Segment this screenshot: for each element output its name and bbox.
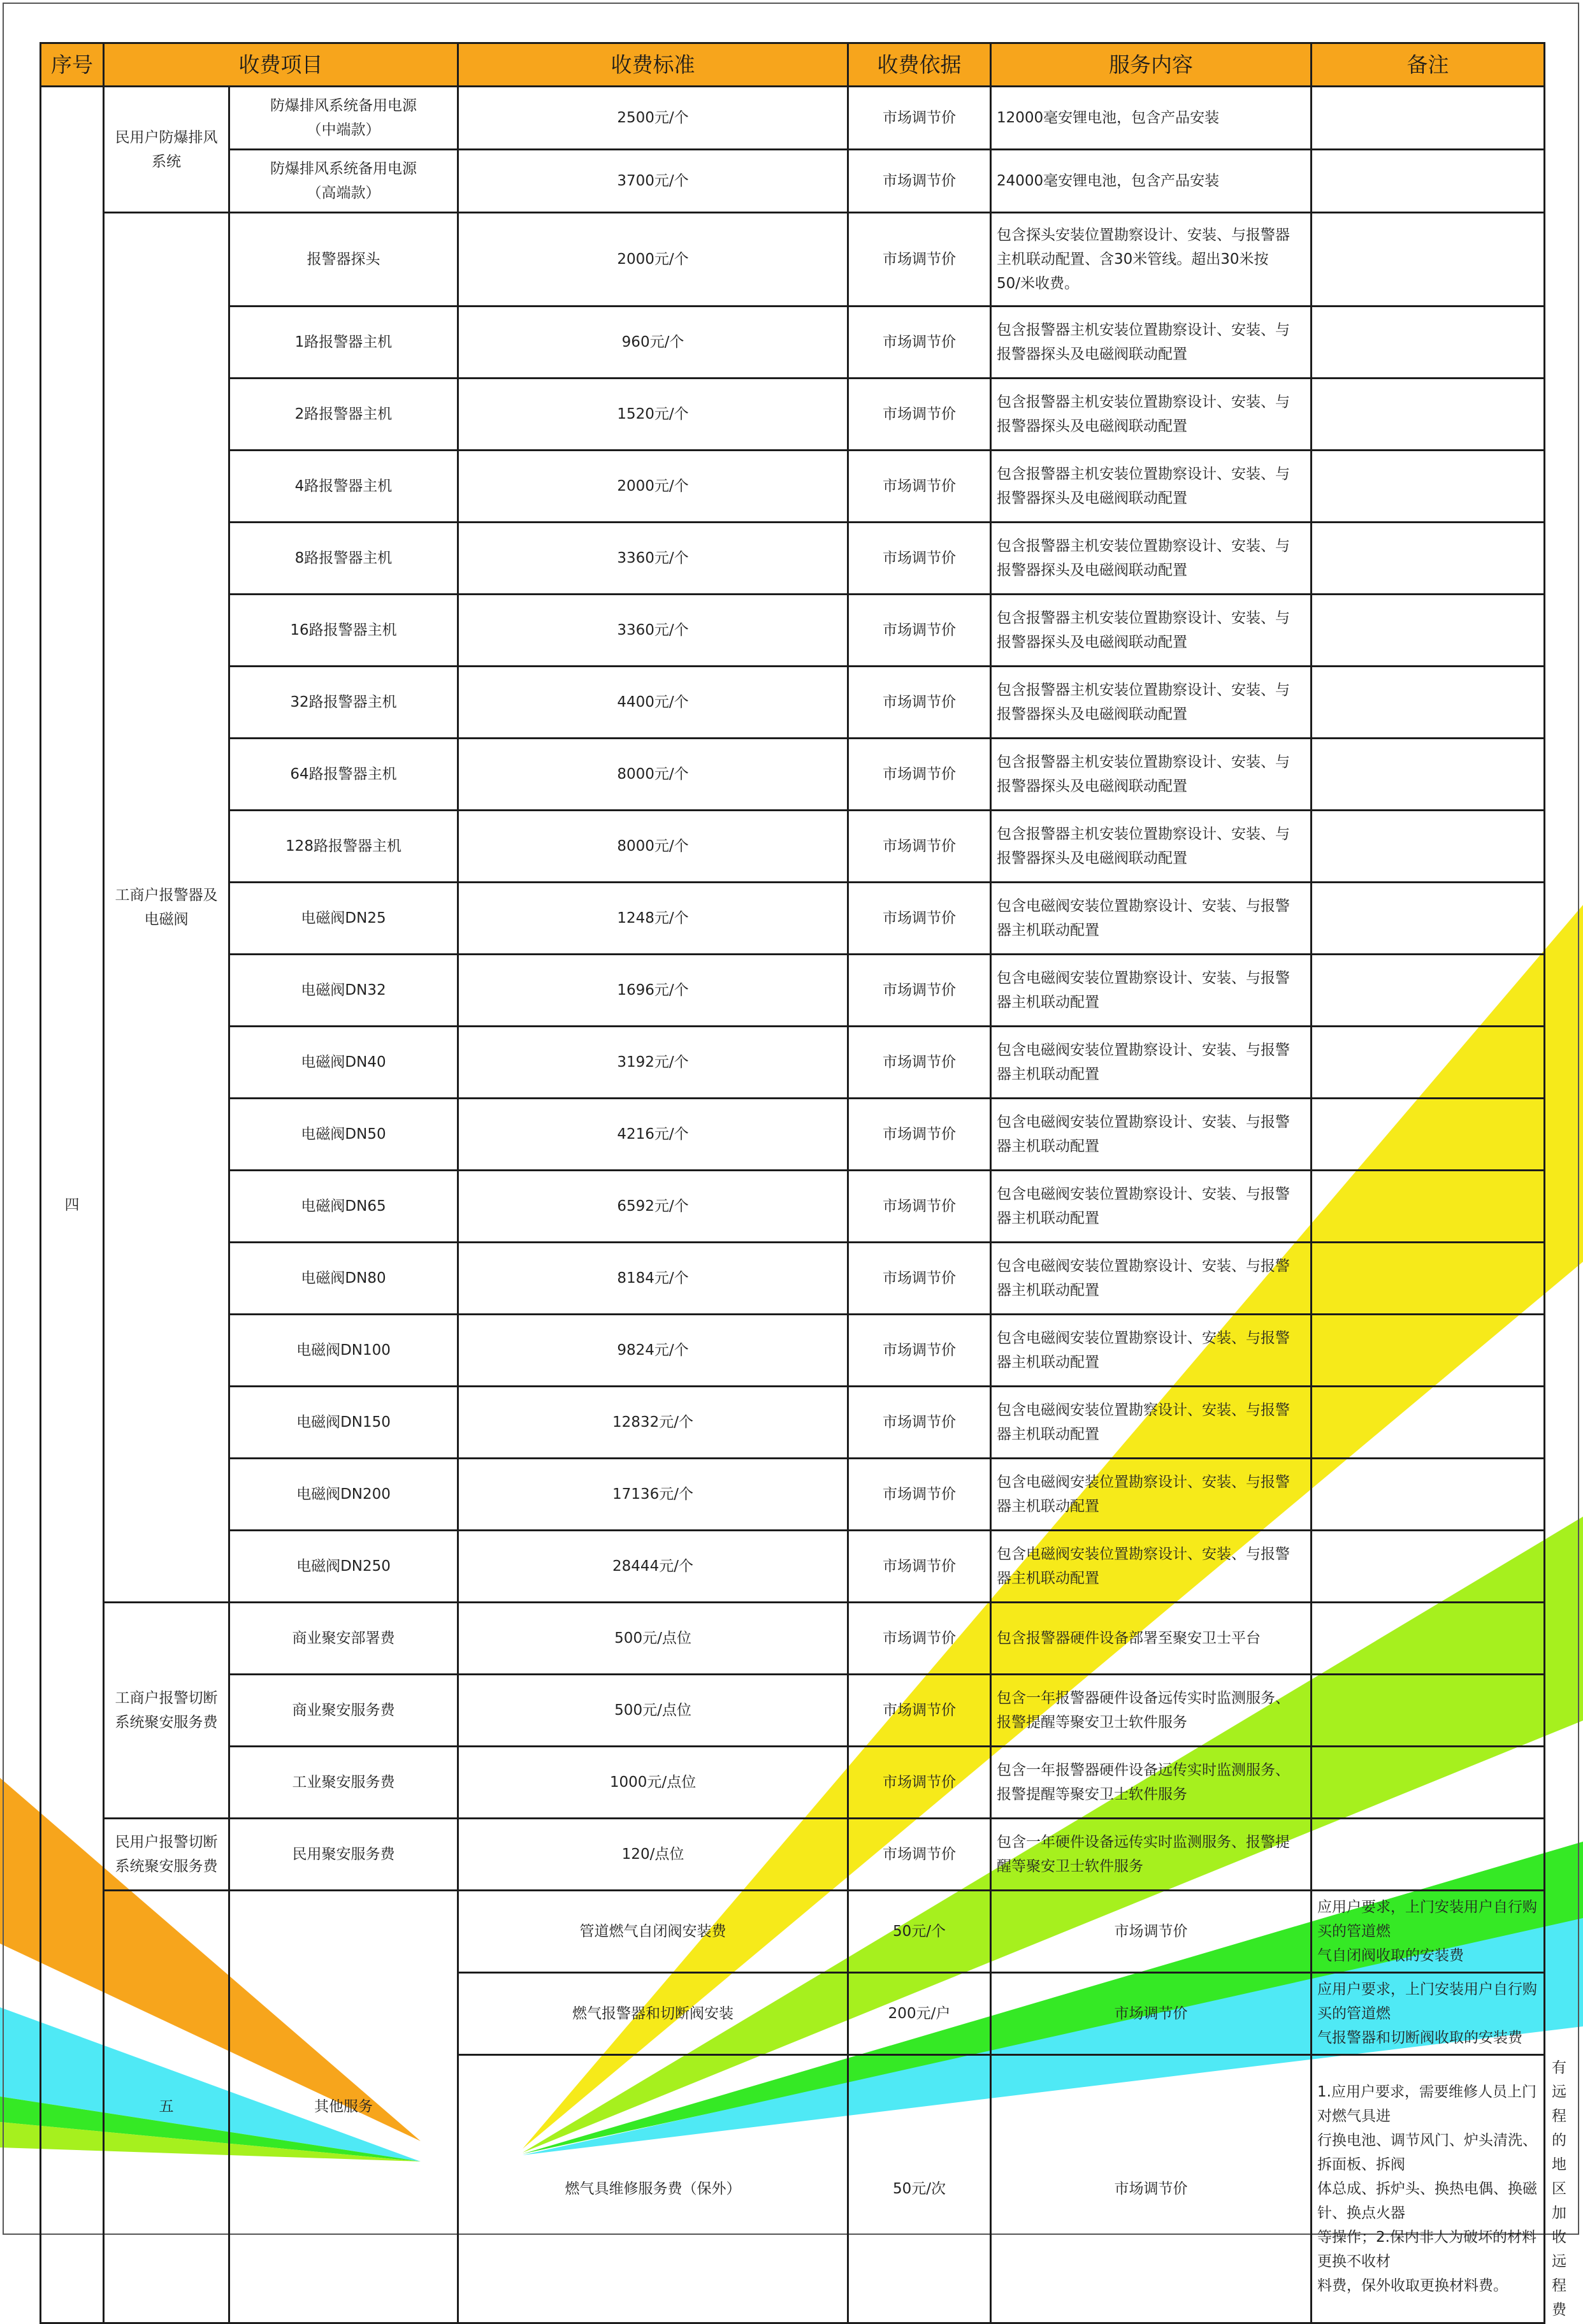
- item-cell: 电磁阀DN80: [229, 1243, 458, 1315]
- price-cell: 50元/次: [848, 2055, 991, 2323]
- note-cell: [1312, 1747, 1545, 1819]
- service-cell: [991, 1675, 1312, 1747]
- note-cell: [1312, 595, 1545, 667]
- col-header-service: 服务内容: [991, 43, 1312, 87]
- item-cell: 商业聚安部署费: [229, 1603, 458, 1675]
- basis-cell: 市场调节价: [991, 1891, 1312, 1973]
- service-line: 包含电磁阀安装位置勘察设计、安装、与报警: [997, 1042, 1290, 1058]
- item-cell: 电磁阀DN100: [229, 1315, 458, 1387]
- item-cell: 128路报警器主机: [229, 811, 458, 883]
- service-cell: [991, 1315, 1312, 1387]
- service-line: 报警器探头及电磁阀联动配置: [997, 490, 1187, 507]
- group-label: 民用户报警切断系统聚安服务费: [104, 1819, 229, 1891]
- service-line: 包含报警器主机安装位置勘察设计、安装、与: [997, 610, 1290, 626]
- table-row: [41, 379, 1545, 451]
- service-line: 包含电磁阀安装位置勘察设计、安装、与报警: [997, 1186, 1290, 1202]
- note-cell: [1312, 1675, 1545, 1747]
- service-cell: [991, 379, 1312, 451]
- note-cell: [1312, 1819, 1545, 1891]
- note-cell: [1312, 213, 1545, 307]
- item-cell: 2路报警器主机: [229, 379, 458, 451]
- note-cell: [1312, 955, 1545, 1027]
- group-label: 其他服务: [229, 1891, 458, 2323]
- table-row: [41, 811, 1545, 883]
- service-line: 24000毫安锂电池，包含产品安装: [997, 173, 1220, 189]
- item-cell: 电磁阀DN150: [229, 1387, 458, 1459]
- note-cell: [1312, 739, 1545, 811]
- col-header-note: 备注: [1312, 43, 1545, 87]
- table-row: [41, 1459, 1545, 1531]
- service-line: 包含报警器主机安装位置勘察设计、安装、与: [997, 826, 1290, 842]
- price-cell: 2000元/个: [458, 451, 848, 523]
- note-cell: [1312, 1603, 1545, 1675]
- service-line: 包含电磁阀安装位置勘察设计、安装、与报警: [997, 1474, 1290, 1490]
- service-line: 应用户要求，上门安装用户自行购买的管道燃: [1317, 1981, 1537, 2022]
- price-cell: 4400元/个: [458, 667, 848, 739]
- item-cell: 电磁阀DN200: [229, 1459, 458, 1531]
- service-cell: [991, 955, 1312, 1027]
- service-cell: [991, 523, 1312, 595]
- table-row: [41, 1027, 1545, 1099]
- item-line: 防爆排风系统备用电源: [270, 97, 417, 114]
- service-cell: [991, 667, 1312, 739]
- table-row: [41, 1531, 1545, 1603]
- service-line: 包含一年报警器硬件设备远传实时监测服务、: [997, 1690, 1290, 1707]
- service-line: 报警器探头及电磁阀联动配置: [997, 418, 1187, 435]
- price-cell: 960元/个: [458, 307, 848, 379]
- col-header-basis: 收费依据: [848, 43, 991, 87]
- group-label: 工商户报警器及电磁阀: [104, 213, 229, 1603]
- table-row: [41, 523, 1545, 595]
- price-cell: 8000元/个: [458, 739, 848, 811]
- service-line: 报警器探头及电磁阀联动配置: [997, 634, 1187, 651]
- price-cell: 8000元/个: [458, 811, 848, 883]
- table-row: [41, 739, 1545, 811]
- basis-cell: 市场调节价: [848, 379, 991, 451]
- item-line: 防爆排风系统备用电源: [270, 161, 417, 177]
- col-header-price: 收费标准: [458, 43, 848, 87]
- item-cell: [229, 87, 458, 150]
- price-cell: 8184元/个: [458, 1243, 848, 1315]
- service-line: 包含报警器主机安装位置勘察设计、安装、与: [997, 466, 1290, 482]
- table-row: [41, 883, 1545, 955]
- price-cell: 500元/点位: [458, 1603, 848, 1675]
- service-line: 包含探头安装位置勘察设计、安装、与报警器: [997, 227, 1290, 243]
- col-header-index: 序号: [41, 43, 104, 87]
- service-line: 包含电磁阀安装位置勘察设计、安装、与报警: [997, 1114, 1290, 1130]
- table-row: [41, 451, 1545, 523]
- section-index: 四: [41, 87, 104, 2323]
- item-cell: 1路报警器主机: [229, 307, 458, 379]
- service-cell: [991, 213, 1312, 307]
- table-row: [41, 1603, 1545, 1675]
- service-cell: [991, 1747, 1312, 1819]
- service-line: 报警提醒等聚安卫士软件服务: [997, 1786, 1187, 1803]
- service-cell: [991, 883, 1312, 955]
- item-cell: [229, 150, 458, 213]
- note-cell: [1312, 451, 1545, 523]
- table-row: [41, 667, 1545, 739]
- fee-table: [40, 42, 1566, 2324]
- note-cell: [1312, 1387, 1545, 1459]
- service-cell: [991, 1027, 1312, 1099]
- item-cell: 电磁阀DN32: [229, 955, 458, 1027]
- basis-cell: 市场调节价: [848, 1099, 991, 1171]
- header-row: [41, 43, 1545, 87]
- service-line: 报警提醒等聚安卫士软件服务: [997, 1714, 1187, 1731]
- basis-cell: 市场调节价: [848, 1027, 991, 1099]
- table-row: [41, 87, 1545, 150]
- service-line: 器主机联动配置: [997, 1498, 1099, 1515]
- service-line: 体总成、拆炉头、换热电偶、换磁针、换点火器: [1317, 2181, 1537, 2221]
- price-cell: 1696元/个: [458, 955, 848, 1027]
- service-cell: [991, 1819, 1312, 1891]
- service-line: 12000毫安锂电池，包含产品安装: [997, 110, 1220, 126]
- basis-cell: 市场调节价: [848, 1315, 991, 1387]
- item-cell: 电磁阀DN50: [229, 1099, 458, 1171]
- basis-cell: 市场调节价: [848, 1531, 991, 1603]
- item-cell: 电磁阀DN25: [229, 883, 458, 955]
- item-cell: 电磁阀DN250: [229, 1531, 458, 1603]
- note-cell: [1312, 1315, 1545, 1387]
- service-line: 器主机联动配置: [997, 1066, 1099, 1083]
- service-cell: [991, 1387, 1312, 1459]
- price-cell: 12832元/个: [458, 1387, 848, 1459]
- table-row: [41, 1099, 1545, 1171]
- service-line: 应用户要求，上门安装用户自行购买的管道燃: [1317, 1899, 1537, 1940]
- service-cell: [991, 307, 1312, 379]
- basis-cell: 市场调节价: [848, 667, 991, 739]
- basis-cell: 市场调节价: [848, 739, 991, 811]
- basis-cell: 市场调节价: [848, 523, 991, 595]
- group-label: 民用户防爆排风系统: [104, 87, 229, 213]
- basis-cell: 市场调节价: [848, 811, 991, 883]
- group-label: 工商户报警切断系统聚安服务费: [104, 1603, 229, 1819]
- price-cell: 6592元/个: [458, 1171, 848, 1243]
- basis-cell: 市场调节价: [848, 1603, 991, 1675]
- service-cell: [1312, 2055, 1545, 2323]
- table-row: [41, 595, 1545, 667]
- basis-cell: 市场调节价: [848, 307, 991, 379]
- note-cell: [1312, 1459, 1545, 1531]
- item-cell: 电磁阀DN65: [229, 1171, 458, 1243]
- service-line: 包含报警器主机安装位置勘察设计、安装、与: [997, 538, 1290, 554]
- service-line: 器主机联动配置: [997, 1426, 1099, 1443]
- service-line: 包含电磁阀安装位置勘察设计、安装、与报警: [997, 970, 1290, 986]
- price-cell: 3700元/个: [458, 150, 848, 213]
- service-cell: [991, 1531, 1312, 1603]
- item-cell: 64路报警器主机: [229, 739, 458, 811]
- note-cell: [1312, 523, 1545, 595]
- note-cell: [1312, 379, 1545, 451]
- service-line: 料费，保外收取更换材料费。: [1317, 2277, 1508, 2294]
- service-line: 50/米收费。: [997, 275, 1080, 292]
- basis-cell: 市场调节价: [848, 1747, 991, 1819]
- item-cell: 32路报警器主机: [229, 667, 458, 739]
- service-line: 气自闭阀收取的安装费: [1317, 1947, 1464, 1964]
- price-cell: 120/点位: [458, 1819, 848, 1891]
- basis-cell: 市场调节价: [848, 150, 991, 213]
- service-cell: [991, 1243, 1312, 1315]
- basis-cell: 市场调节价: [848, 451, 991, 523]
- service-cell: [991, 1099, 1312, 1171]
- service-line: 包含报警器主机安装位置勘察设计、安装、与: [997, 682, 1290, 698]
- price-cell: 4216元/个: [458, 1099, 848, 1171]
- service-line: 包含电磁阀安装位置勘察设计、安装、与报警: [997, 1402, 1290, 1418]
- note-cell: [1312, 307, 1545, 379]
- item-cell: 民用聚安服务费: [229, 1819, 458, 1891]
- service-cell: [1312, 1973, 1545, 2055]
- service-line: 包含电磁阀安装位置勘察设计、安装、与报警: [997, 1258, 1290, 1274]
- basis-cell: 市场调节价: [848, 1243, 991, 1315]
- price-cell: 3192元/个: [458, 1027, 848, 1099]
- service-cell: [991, 811, 1312, 883]
- col-header-item: 收费项目: [104, 43, 458, 87]
- item-cell: 管道燃气自闭阀安装费: [458, 1891, 848, 1973]
- service-cell: [991, 150, 1312, 213]
- basis-cell: 市场调节价: [848, 883, 991, 955]
- price-cell: 1248元/个: [458, 883, 848, 955]
- item-cell: 工业聚安服务费: [229, 1747, 458, 1819]
- item-line: （中端款）: [307, 122, 380, 138]
- basis-cell: 市场调节价: [848, 1675, 991, 1747]
- service-line: 行换电池、调节风门、炉头清洗、拆面板、拆阀: [1317, 2132, 1537, 2173]
- service-line: 器主机联动配置: [997, 1354, 1099, 1371]
- note-cell: [1312, 1171, 1545, 1243]
- service-cell: [991, 1171, 1312, 1243]
- service-cell: [991, 87, 1312, 150]
- basis-cell: 市场调节价: [991, 1973, 1312, 2055]
- service-line: 报警器探头及电磁阀联动配置: [997, 850, 1187, 867]
- service-cell: [991, 595, 1312, 667]
- basis-cell: 市场调节价: [848, 1459, 991, 1531]
- service-line: 器主机联动配置: [997, 1570, 1099, 1587]
- table-row: [41, 955, 1545, 1027]
- table-row: [41, 150, 1545, 213]
- service-line: 器主机联动配置: [997, 1210, 1099, 1227]
- price-cell: 9824元/个: [458, 1315, 848, 1387]
- basis-cell: 市场调节价: [848, 1819, 991, 1891]
- item-cell: 电磁阀DN40: [229, 1027, 458, 1099]
- item-cell: 报警器探头: [229, 213, 458, 307]
- price-cell: 1520元/个: [458, 379, 848, 451]
- basis-cell: 市场调节价: [848, 595, 991, 667]
- service-line: 包含一年报警器硬件设备远传实时监测服务、: [997, 1762, 1290, 1779]
- item-line: （高端款）: [307, 185, 380, 201]
- service-line: 包含报警器硬件设备部署至聚安卫士平台: [997, 1630, 1261, 1647]
- item-cell: 商业聚安服务费: [229, 1675, 458, 1747]
- note-cell: [1312, 811, 1545, 883]
- item-cell: 8路报警器主机: [229, 523, 458, 595]
- service-cell: [991, 739, 1312, 811]
- table-row: [41, 1387, 1545, 1459]
- section-index: 五: [104, 1891, 229, 2323]
- service-cell: [991, 451, 1312, 523]
- service-line: 器主机联动配置: [997, 1138, 1099, 1155]
- item-cell: 16路报警器主机: [229, 595, 458, 667]
- service-line: 等操作；2.保内非人为破坏的材料更换不收材: [1317, 2229, 1536, 2270]
- table-row: [41, 1315, 1545, 1387]
- note-cell: [1312, 1099, 1545, 1171]
- service-line: 报警器探头及电磁阀联动配置: [997, 562, 1187, 579]
- service-line: 包含报警器主机安装位置勘察设计、安装、与: [997, 322, 1290, 338]
- basis-cell: 市场调节价: [848, 955, 991, 1027]
- note-cell: [1312, 1027, 1545, 1099]
- table-row: [41, 1675, 1545, 1747]
- service-line: 报警器探头及电磁阀联动配置: [997, 778, 1187, 795]
- price-cell: 2500元/个: [458, 87, 848, 150]
- basis-cell: 市场调节价: [848, 87, 991, 150]
- table-row: [41, 1243, 1545, 1315]
- price-cell: 28444元/个: [458, 1531, 848, 1603]
- service-line: 器主机联动配置: [997, 1282, 1099, 1299]
- table-row: [41, 213, 1545, 307]
- service-line: 包含一年硬件设备远传实时监测服务、报警提: [997, 1834, 1290, 1851]
- item-cell: 燃气报警器和切断阀安装: [458, 1973, 848, 2055]
- service-line: 1.应用户要求，需要维修人员上门对燃气具进: [1317, 2084, 1536, 2125]
- price-cell: 3360元/个: [458, 523, 848, 595]
- service-line: 包含电磁阀安装位置勘察设计、安装、与报警: [997, 1330, 1290, 1346]
- service-line: 器主机联动配置: [997, 994, 1099, 1011]
- note-cell: [1312, 1531, 1545, 1603]
- table-row: [41, 1819, 1545, 1891]
- price-cell: 2000元/个: [458, 213, 848, 307]
- basis-cell: 市场调节价: [991, 2055, 1312, 2323]
- service-cell: [991, 1459, 1312, 1531]
- service-line: 器主机联动配置: [997, 922, 1099, 939]
- price-cell: 200元/户: [848, 1973, 991, 2055]
- table-row: [41, 1891, 1545, 1973]
- price-cell: 50元/个: [848, 1891, 991, 1973]
- service-cell: [991, 1603, 1312, 1675]
- note-cell: [1312, 87, 1545, 150]
- table-row: [41, 1171, 1545, 1243]
- item-cell: 燃气具维修服务费（保外）: [458, 2055, 848, 2323]
- service-line: 醒等聚安卫士软件服务: [997, 1858, 1143, 1875]
- price-cell: 1000元/点位: [458, 1747, 848, 1819]
- service-line: 报警器探头及电磁阀联动配置: [997, 346, 1187, 363]
- service-line: 主机联动配置、含30米管线。超出30米按: [997, 251, 1269, 268]
- basis-cell: 市场调节价: [848, 1171, 991, 1243]
- basis-cell: 市场调节价: [848, 213, 991, 307]
- price-cell: 3360元/个: [458, 595, 848, 667]
- note-cell: [1312, 150, 1545, 213]
- price-cell: 500元/点位: [458, 1675, 848, 1747]
- item-cell: 4路报警器主机: [229, 451, 458, 523]
- service-line: 包含电磁阀安装位置勘察设计、安装、与报警: [997, 1546, 1290, 1563]
- service-line: 包含报警器主机安装位置勘察设计、安装、与: [997, 394, 1290, 410]
- note-cell: [1312, 667, 1545, 739]
- basis-cell: 市场调节价: [848, 1387, 991, 1459]
- service-line: 包含报警器主机安装位置勘察设计、安装、与: [997, 754, 1290, 770]
- note-cell: [1312, 883, 1545, 955]
- service-line: 报警器探头及电磁阀联动配置: [997, 706, 1187, 723]
- service-cell: [1312, 1891, 1545, 1973]
- table-row: 燃气具维修服务费（保外） 50元/次 市场调节价 1.应用户要求，需要维修人员上门对燃气具进 行换电池、调节风门、炉头清洗、拆面板、拆阀 体总成、拆炉头、换热电偶、换磁针、换点火器 等操作；2.保内非人为破坏的材料更换不收材 料费，保外收取更换材料费。 有远程的地区加收远程费: [41, 2055, 1545, 2323]
- table-row: [41, 307, 1545, 379]
- price-cell: 17136元/个: [458, 1459, 848, 1531]
- table-row: [41, 1747, 1545, 1819]
- service-line: 包含电磁阀安装位置勘察设计、安装、与报警: [997, 898, 1290, 914]
- note-cell: [1312, 1243, 1545, 1315]
- service-line: 气报警器和切断阀收取的安装费: [1317, 2030, 1522, 2046]
